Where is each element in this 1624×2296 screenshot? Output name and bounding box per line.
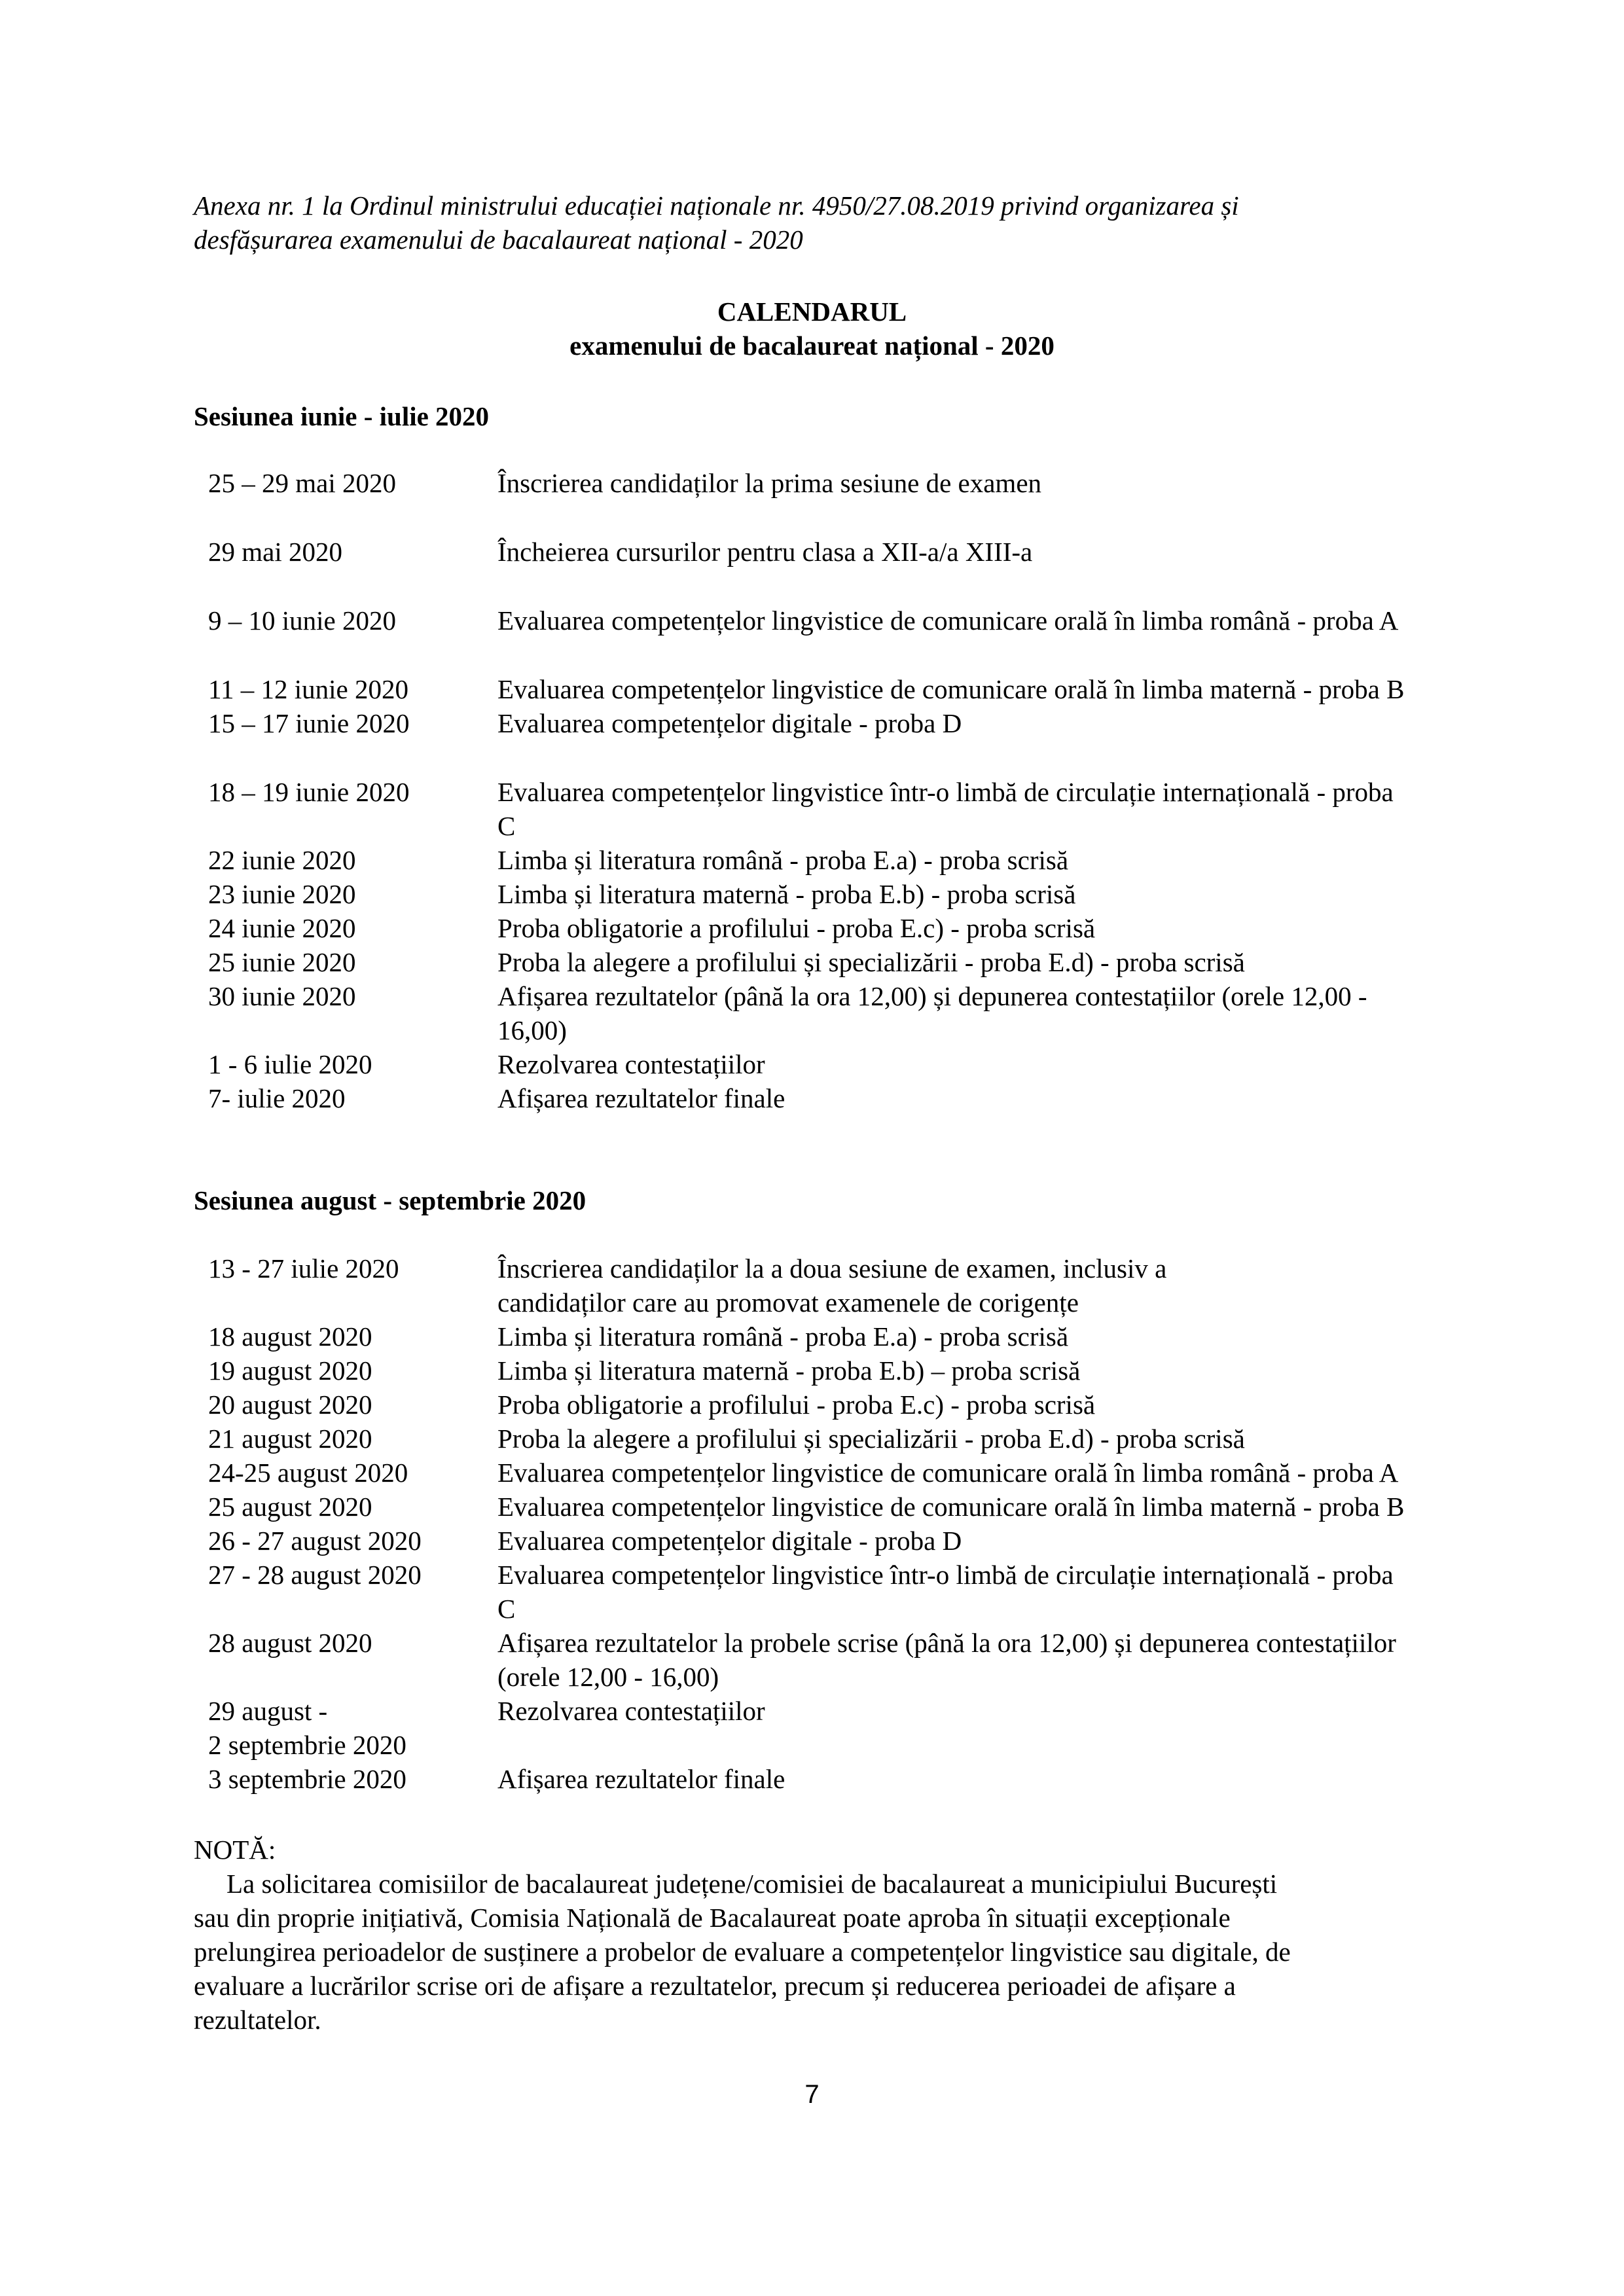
description-line: Rezolvarea contestațiilor: [497, 1696, 765, 1726]
row-description: [497, 1762, 1624, 1796]
row-date: 25 – 29 mai 2020: [208, 468, 396, 498]
row-description: [497, 1558, 1624, 1626]
row-date: 3 septembrie 2020: [208, 1764, 406, 1794]
row-date: 9 – 10 iunie 2020: [208, 605, 396, 636]
row-description: [497, 1081, 1624, 1115]
row-description: [497, 1626, 1624, 1694]
description-line: Afișarea rezultatelor la probele scrise (până la ora 12,00) și depunerea contestațiilor: [497, 1628, 1396, 1658]
note-line: rezultatelor.: [194, 2005, 321, 2035]
row-date: 19 august 2020: [208, 1355, 372, 1386]
row-description: [497, 1456, 1624, 1490]
row-date: 25 august 2020: [208, 1492, 372, 1522]
row-date: 26 - 27 august 2020: [208, 1526, 422, 1556]
row-description: [497, 911, 1624, 945]
description-line: Evaluarea competențelor lingvistice într-o limbă de circulație internațională - proba: [497, 1560, 1394, 1590]
title-line-2: examenului de bacalaureat național - 2020: [569, 331, 1055, 361]
session-1-heading: Sesiunea iunie - iulie 2020: [194, 401, 490, 431]
description-line: candidaților care au promovat examenele de corigențe: [497, 1287, 1079, 1318]
note-body: [194, 1867, 1424, 2037]
note-title: NOTĂ:: [194, 1835, 276, 1865]
row-date: 18 august 2020: [208, 1321, 372, 1352]
row-description: [497, 466, 1624, 500]
title-line-1: CALENDARUL: [717, 296, 907, 327]
row-description: [497, 877, 1624, 911]
note-section: [194, 1833, 1424, 2037]
row-description: [497, 1388, 1624, 1422]
description-line: Înscrierea candidaților la prima sesiune de examen: [497, 468, 1042, 498]
description-line: Limba și literatura maternă - proba E.b) - proba scrisă: [497, 879, 1076, 909]
row-description: [497, 706, 1624, 740]
note-line: sau din proprie inițiativă, Comisia Națională de Bacalaureat poate aproba în situații excepționale: [194, 1903, 1231, 1933]
description-line: C: [497, 811, 516, 841]
row-date: 29 mai 2020: [208, 537, 342, 567]
description-line: C: [497, 1594, 516, 1624]
row-description: [497, 603, 1624, 637]
row-description: [497, 843, 1624, 877]
note-line: prelungirea perioadelor de susținere a probelor de evaluare a competențelor lingvistice sau digitale, de: [194, 1937, 1291, 1967]
row-description: [497, 1422, 1624, 1456]
row-date: 21 august 2020: [208, 1424, 372, 1454]
row-date: 24-25 august 2020: [208, 1458, 408, 1488]
row-date: 30 iunie 2020: [208, 981, 356, 1011]
description-line: Evaluarea competențelor digitale - proba D: [497, 708, 962, 738]
row-description: [497, 979, 1624, 1047]
description-line: Evaluarea competențelor lingvistice de comunicare orală în limba română - proba A: [497, 1458, 1399, 1488]
description-line: Limba și literatura maternă - proba E.b) – proba scrisă: [497, 1355, 1081, 1386]
row-description: [497, 1694, 1624, 1728]
description-line: Afișarea rezultatelor finale: [497, 1083, 785, 1113]
description-line: Limba și literatura română - proba E.a) - proba scrisă: [497, 1321, 1069, 1352]
note-line: La solicitarea comisiilor de bacalaureat județene/comisiei de bacalaureat a municipiului București: [226, 1869, 1278, 1899]
document-title: [0, 295, 1624, 363]
row-description: [497, 1490, 1624, 1524]
note-line: evaluare a lucrărilor scrise ori de afișare a rezultatelor, precum și reducerea perioadei de afișare a: [194, 1971, 1236, 2001]
row-date: 25 iunie 2020: [208, 947, 356, 977]
row-date: 28 august 2020: [208, 1628, 372, 1658]
description-line: Proba obligatorie a profilului - proba E.c) - proba scrisă: [497, 913, 1096, 943]
row-date: 27 - 28 august 2020: [208, 1560, 422, 1590]
row-date: 1 - 6 iulie 2020: [208, 1049, 372, 1079]
row-date: 18 – 19 iunie 2020: [208, 777, 410, 807]
row-description: [497, 775, 1624, 843]
row-date: 11 – 12 iunie 2020: [208, 674, 408, 704]
description-line: Proba la alegere a profilului și specializării - proba E.d) - proba scrisă: [497, 1424, 1245, 1454]
row-date: 22 iunie 2020: [208, 845, 356, 875]
row-description: [497, 1354, 1624, 1388]
date-line: 2 septembrie 2020: [208, 1730, 406, 1760]
description-line: 16,00): [497, 1015, 567, 1045]
row-description: [497, 945, 1624, 979]
description-line: Evaluarea competențelor lingvistice de comunicare orală în limba română - proba A: [497, 605, 1399, 636]
description-line: Evaluarea competențelor digitale - proba D: [497, 1526, 962, 1556]
annex-line-1: Anexa nr. 1 la Ordinul ministrului educației naționale nr. 4950/27.08.2019 privind organizarea și: [194, 190, 1239, 221]
row-date: [208, 1694, 490, 1762]
row-description: [497, 672, 1624, 706]
description-line: Rezolvarea contestațiilor: [497, 1049, 765, 1079]
row-description: [497, 1319, 1624, 1354]
description-line: (orele 12,00 - 16,00): [497, 1662, 719, 1692]
description-line: Evaluarea competențelor lingvistice de comunicare orală în limba maternă - proba B: [497, 674, 1405, 704]
session-2-heading: Sesiunea august - septembrie 2020: [194, 1185, 586, 1215]
row-date: 23 iunie 2020: [208, 879, 356, 909]
row-date: 7- iulie 2020: [208, 1083, 346, 1113]
row-date: 15 – 17 iunie 2020: [208, 708, 410, 738]
row-description: [497, 535, 1624, 569]
description-line: Proba obligatorie a profilului - proba E.c) - proba scrisă: [497, 1390, 1096, 1420]
description-line: Limba și literatura română - proba E.a) - proba scrisă: [497, 845, 1069, 875]
description-line: Evaluarea competențelor lingvistice de comunicare orală în limba maternă - proba B: [497, 1492, 1405, 1522]
date-line: 29 august -: [208, 1696, 328, 1726]
description-line: Proba la alegere a profilului și specializării - proba E.d) - proba scrisă: [497, 947, 1245, 977]
description-line: Afișarea rezultatelor (până la ora 12,00) și depunerea contestațiilor (orele 12,00 -: [497, 981, 1367, 1011]
row-date: 24 iunie 2020: [208, 913, 356, 943]
description-line: Încheierea cursurilor pentru clasa a XII-a/a XIII-a: [497, 537, 1033, 567]
annex-line-2: desfășurarea examenului de bacalaureat național - 2020: [194, 224, 803, 255]
page-number: 7: [804, 2080, 820, 2109]
row-description: [497, 1524, 1624, 1558]
description-line: Înscrierea candidaților la a doua sesiune de examen, inclusiv a: [497, 1253, 1167, 1283]
row-description: [497, 1047, 1624, 1081]
row-description: [497, 1251, 1624, 1319]
row-date: 20 august 2020: [208, 1390, 372, 1420]
description-line: Afișarea rezultatelor finale: [497, 1764, 785, 1794]
row-date: 13 - 27 iulie 2020: [208, 1253, 399, 1283]
description-line: Evaluarea competențelor lingvistice într-o limbă de circulație internațională - proba: [497, 777, 1394, 807]
annex-reference: [194, 188, 1437, 257]
